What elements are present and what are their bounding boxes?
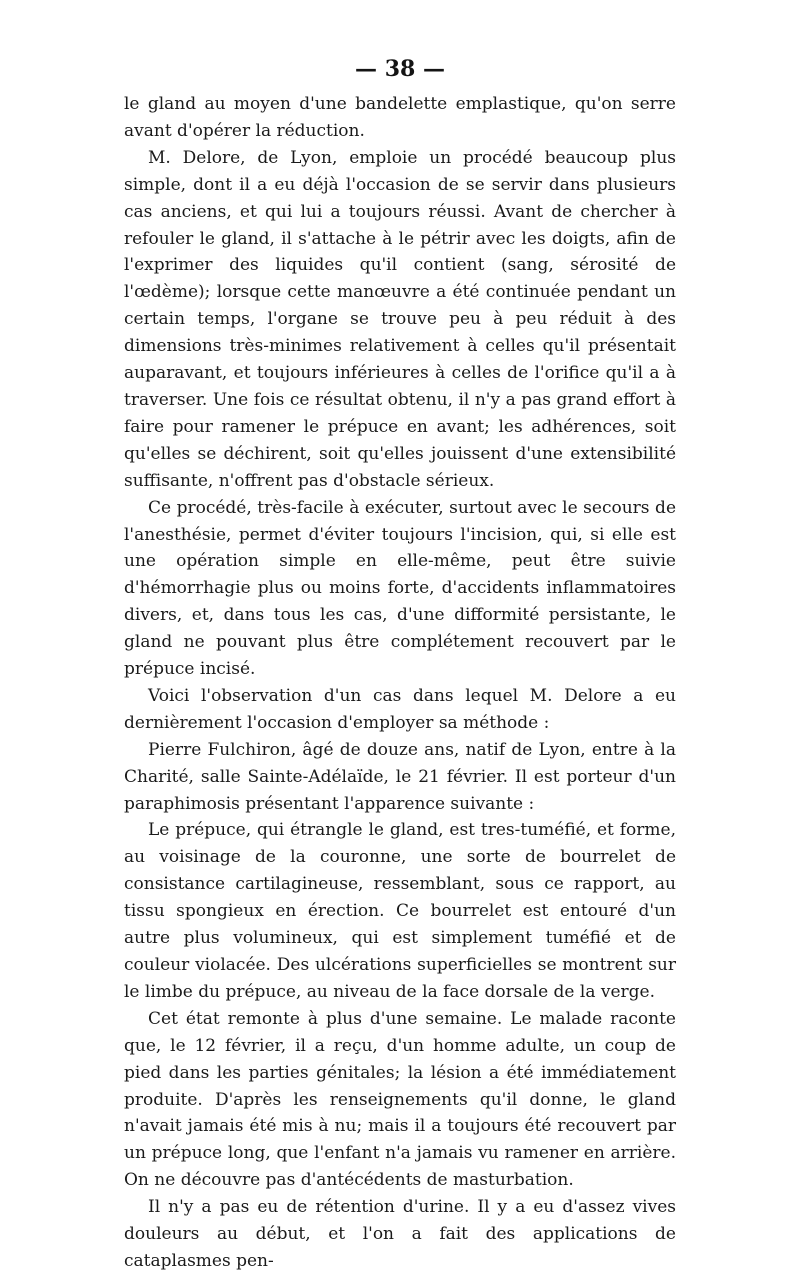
paragraph: le gland au moyen d'une bandelette emplastique, qu'on serre avant d'opérer la réduction.: [124, 94, 676, 141]
page-body: [124, 91, 676, 1275]
paragraph: M. Delore, de Lyon, emploie un procédé beaucoup plus simple, dont il a eu déjà l'occasion de se servir dans plusieurs cas anciens, et qui lui a toujours réussi. Avant de chercher à refouler le gland, il s'attache à le pétrir avec les doigts, afin de l'exprimer des liquides qu'il contient (sang, sérosité de l'œdème); lorsque cette manœuvre a été continuée pendant un certain temps, l'organe se trouve peu à peu réduit à des dimensions très-minimes relativement à celles qu'il présentait auparavant, et toujours inférieures à celles de l'orifice qu'il a à traverser. Une fois ce résultat obtenu, il n'y a pas grand effort à faire pour ramener le prépuce en avant; les adhérences, soit qu'elles se déchirent, soit qu'elles jouissent d'une extensibilité suffisante, n'offrent pas d'obstacle sérieux.: [124, 147, 676, 491]
paragraph: Le prépuce, qui étrangle le gland, est tres-tuméfié, et forme, au voisinage de la couronne, une sorte de bourrelet de consistance cartilagineuse, ressemblant, sous ce rapport, au tissu spongieux en érection. Ce bourrelet est entouré d'un autre plus volumineux, qui est simplement tuméfié et de couleur violacée. Des ulcérations superficielles se montrent sur le limbe du prépuce, au niveau de la face dorsale de la verge.: [124, 820, 676, 1002]
paragraph: Voici l'observation d'un cas dans lequel M. Delore a eu dernièrement l'occasion d'employer sa méthode :: [124, 685, 676, 733]
paragraph: Cet état remonte à plus d'une semaine. Le malade raconte que, le 12 février, il a reçu, d'un homme adulte, un coup de pied dans les parties génitales; la lésion a été immédiatement produite. D'après les renseignements qu'il donne, le gland n'avait jamais été mis à nu; mais il a toujours été recouvert par un prépuce long, que l'enfant n'a jamais vu ramener en arrière. On ne découvre pas d'antécédents de masturbation.: [124, 1008, 676, 1191]
paragraph: Pierre Fulchiron, âgé de douze ans, natif de Lyon, entre à la Charité, salle Sainte-Adélaïde, le 21 février. Il est porteur d'un paraphimosis présentant l'apparence suivante :: [124, 739, 676, 814]
paragraph: Ce procédé, très-facile à exécuter, surtout avec le secours de l'anesthésie, permet d'éviter toujours l'incision, qui, si elle est une opération simple en elle-même, peut être suivie d'hémorrhagie plus ou moins forte, d'accidents inflammatoires divers, et, dans tous les cas, d'une difformité persistante, le gland ne pouvant plus être complétement recouvert par le prépuce incisé.: [124, 497, 676, 680]
paragraph: Il n'y a pas eu de rétention d'urine. Il y a eu d'assez vives douleurs au début, et l'on a fait des applications de cataplasmes pen-: [124, 1197, 676, 1271]
page-number: — 38 —: [355, 56, 445, 82]
